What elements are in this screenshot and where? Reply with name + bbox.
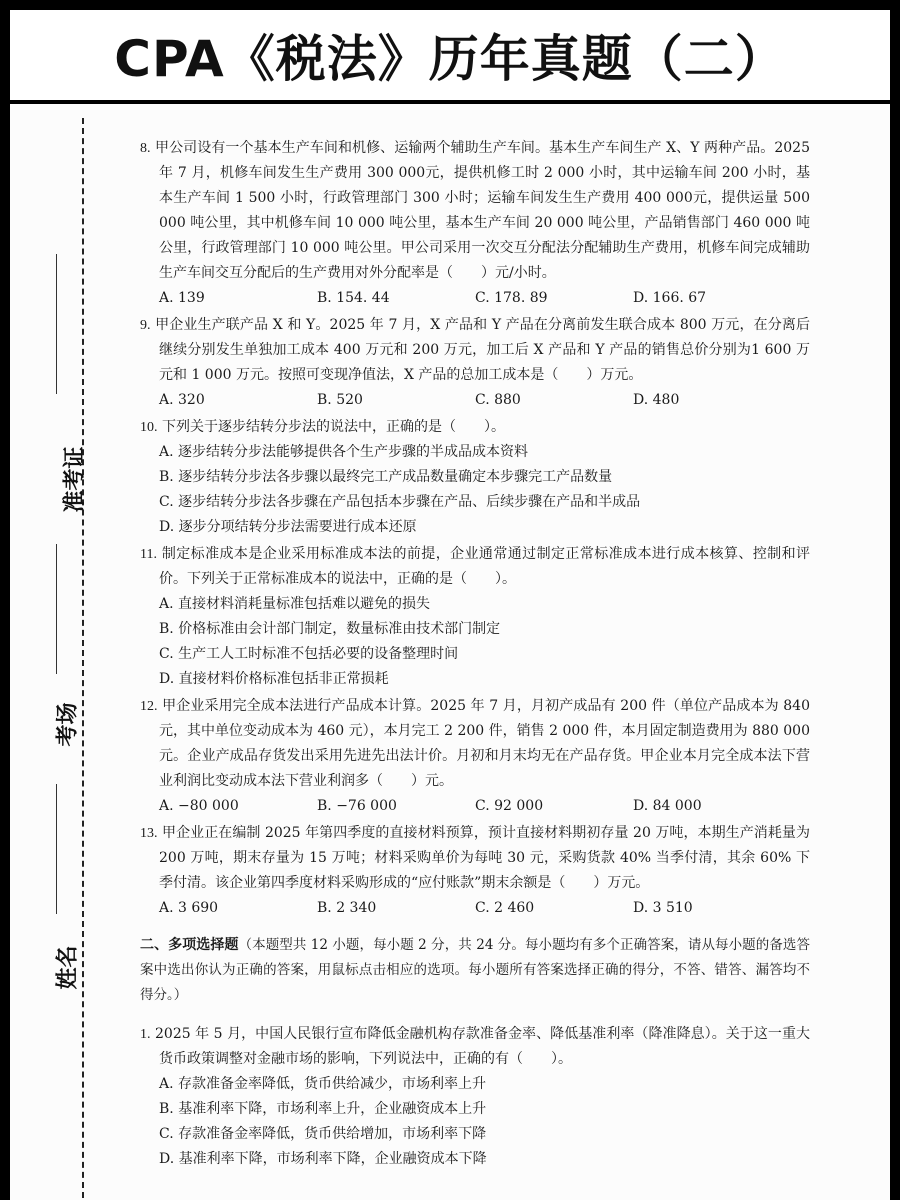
option-c[interactable]: C. 880 <box>475 392 521 408</box>
options-list <box>140 440 810 540</box>
question-number: 12. <box>140 699 158 714</box>
questions-content <box>140 136 810 1174</box>
option-d[interactable]: D. 166. 67 <box>633 290 707 306</box>
option-b[interactable]: B. 基准利率下降，市场利率上升，企业融资成本上升 <box>159 1100 487 1117</box>
side-label-admission-ticket: 准考证 <box>62 446 88 513</box>
option-c[interactable]: C. 92 000 <box>475 798 544 814</box>
option-b[interactable]: B. −76 000 <box>317 798 397 814</box>
question-stem: 甲企业生产联产品 X 和 Y。2025 年 7 月，X 产品和 Y 产品在分离前发生联合成本 800 万元，在分离后继续分别发生单独加工成本 400 万元和 200 万元，加工后 X 产品和 Y 产品的销售总价分别为1 600 万元和 1 000 万元。按照可变现净值法，X 产品的总加工成本是（ ）万元。 <box>155 317 810 383</box>
question-number: 10. <box>140 420 158 435</box>
option-c[interactable]: C. 存款准备金率降低，货币供给增加，市场利率下降 <box>159 1125 487 1142</box>
question-9 <box>140 313 810 413</box>
options-list <box>140 1072 810 1172</box>
options-row <box>140 286 810 311</box>
option-b[interactable]: B. 价格标准由会计部门制定，数量标准由技术部门制定 <box>159 621 501 637</box>
side-underline-name <box>56 784 57 914</box>
multi-choice-section-header <box>140 933 810 1008</box>
side-underline-admission <box>56 254 57 394</box>
option-d[interactable]: D. 基准利率下降，市场利率下降，企业融资成本下降 <box>159 1150 487 1167</box>
option-c[interactable]: C. 2 460 <box>475 900 535 916</box>
option-a[interactable]: A. −80 000 <box>159 798 239 814</box>
question-stem: 甲企业正在编制 2025 年第四季度的直接材料预算，预计直接材料期初存量 20 万吨，本期生产消耗量为 200 万吨，期末存量为 15 万吨；材料采购单价为每吨 30 元，采购货款 40% 当季付清，其余 60% 下季付清。该企业第四季度材料采购形成的“应付账款”期末余额是（ ）万元。 <box>159 825 810 891</box>
option-c[interactable]: C. 178. 89 <box>475 290 548 306</box>
option-a[interactable]: A. 3 690 <box>159 900 219 916</box>
section-instructions: （本题型共 12 小题，每小题 2 分，共 24 分。每小题均有多个正确答案，请从每小题的备选答案中选出你认为正确的答案，用鼠标点击相应的选项。每小题所有答案选择正确的得分，不答、错答、漏答均不得分。） <box>140 937 810 1003</box>
question-number: 8. <box>140 141 151 156</box>
binding-dashed-line <box>82 118 84 1198</box>
options-row <box>140 388 810 413</box>
option-c[interactable]: C. 逐步结转分步法各步骤在产品包括本步骤在产品、后续步骤在产品和半成品 <box>159 494 641 510</box>
option-a[interactable]: A. 存款准备金率降低，货币供给减少，市场利率上升 <box>159 1075 487 1092</box>
option-b[interactable]: B. 520 <box>317 392 363 408</box>
section-heading: 二、多项选择题 <box>140 937 239 953</box>
options-row <box>140 794 810 819</box>
question-12 <box>140 694 810 819</box>
side-underline-venue <box>56 544 57 674</box>
option-a[interactable]: A. 320 <box>159 392 205 408</box>
options-list <box>140 592 810 692</box>
side-label-name: 姓名 <box>55 945 81 990</box>
exam-page <box>10 104 890 1200</box>
option-b[interactable]: B. 逐步结转分步法各步骤以最终完工产成品数量确定本步骤完工产品数量 <box>159 469 613 485</box>
question-13 <box>140 821 810 921</box>
question-number: 9. <box>140 318 151 333</box>
question-number: 1. <box>140 1026 151 1042</box>
question-stem: 制定标准成本是企业采用标准成本法的前提，企业通常通过制定正常标准成本进行成本核算、控制和评价。下列关于正常标准成本的说法中，正确的是（ ）。 <box>159 546 811 587</box>
options-row <box>140 896 810 921</box>
question-stem: 2025 年 5 月，中国人民银行宣布降低金融机构存款准备金率、降低基准利率（降准降息）。关于这一重大货币政策调整对金融市场的影响，下列说法中，正确的有（ ）。 <box>155 1025 810 1067</box>
option-d[interactable]: D. 3 510 <box>633 900 693 916</box>
option-a[interactable]: A. 直接材料消耗量标准包括难以避免的损失 <box>159 596 431 612</box>
option-a[interactable]: A. 139 <box>159 290 205 306</box>
question-number: 11. <box>140 547 157 562</box>
option-d[interactable]: D. 逐步分项结转分步法需要进行成本还原 <box>159 519 417 535</box>
option-a[interactable]: A. 逐步结转分步法能够提供各个生产步骤的半成品成本资料 <box>159 444 529 460</box>
multi-question-1 <box>140 1022 810 1172</box>
option-d[interactable]: D. 480 <box>633 392 680 408</box>
option-b[interactable]: B. 154. 44 <box>317 290 390 306</box>
question-10 <box>140 415 810 540</box>
question-11 <box>140 542 810 692</box>
question-stem: 甲公司设有一个基本生产车间和机修、运输两个辅助生产车间。基本生产车间生产 X、Y 两种产品。2025 年 7 月，机修车间发生生产费用 300 000元，提供机修工时 2 000 小时，其中运输车间 200 小时，基本生产车间 1 500 小时，行政管理部门 300 小时；运输车间发生生产费用 400 000元，提供运量 500 000 吨公里，其中机修车间 10 000 吨公里，基本生产车间 20 000 吨公里，产品销售部门 460 000 吨公里，行政管理部门 10 000 吨公里。甲公司采用一次交互分配法分配辅助生产费用，机修车间完成辅助生产车间交互分配后的生产费用对外分配率是（ ）元/小时。 <box>155 140 810 281</box>
question-stem: 下列关于逐步结转分步法的说法中，正确的是（ ）。 <box>161 419 505 435</box>
question-8 <box>140 136 810 311</box>
question-stem: 甲企业采用完全成本法进行产品成本计算。2025 年 7 月，月初产成品有 200 件（单位产品成本为 840元，其中单位变动成本为 460 元），本月完工 2 200 件，销售 2 000 件，本月固定制造费用为 880 000 元。企业产成品存货发出采用先进先出法计价。月初和月末均无在产品存货。甲企业本月完全成本法下营业利润比变动成本法下营业利润多（ ）元。 <box>159 698 810 789</box>
option-d[interactable]: D. 84 000 <box>633 798 702 814</box>
page-title: CPA《税法》历年真题（二） <box>114 30 786 88</box>
side-label-exam-venue: 考场 <box>55 702 81 747</box>
option-d[interactable]: D. 直接材料价格标准包括非正常损耗 <box>159 671 389 687</box>
option-c[interactable]: C. 生产工人工时标准不包括必要的设备整理时间 <box>159 646 459 662</box>
question-number: 13. <box>140 826 158 841</box>
option-b[interactable]: B. 2 340 <box>317 900 377 916</box>
title-bar <box>10 10 890 100</box>
